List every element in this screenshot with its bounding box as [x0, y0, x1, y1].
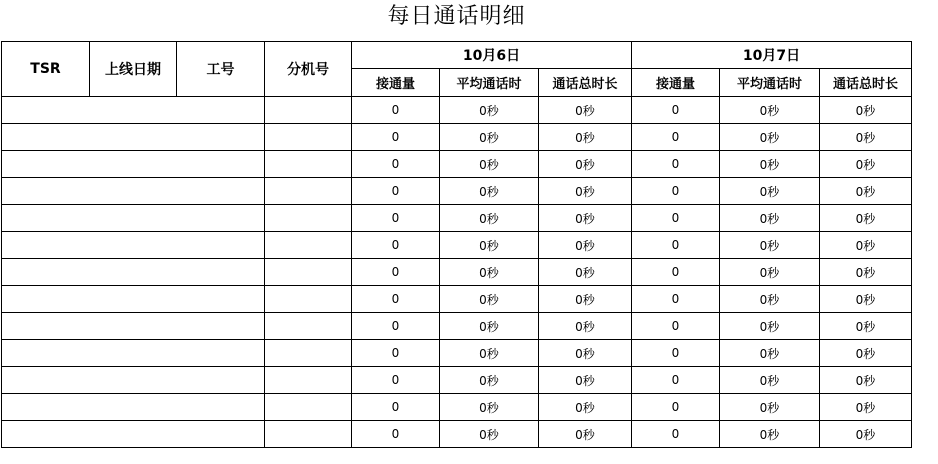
table-row: [2, 178, 912, 205]
col-header-day1: 10月6日: [352, 42, 632, 69]
cell-employee-id: [177, 232, 265, 259]
sub-header-avg-duration: 平均通话时: [720, 69, 820, 97]
cell-employee-id: [177, 286, 265, 313]
cell-avg-duration: 0秒: [440, 97, 539, 124]
cell-total-duration: 0秒: [539, 205, 632, 232]
table-row: [2, 421, 912, 448]
cell-connected: 0: [632, 367, 720, 394]
cell-avg-duration: 0秒: [720, 313, 820, 340]
cell-total-duration: 0秒: [539, 232, 632, 259]
cell-online-date: [90, 259, 177, 286]
cell-extension: [265, 394, 352, 421]
cell-avg-duration: 0秒: [720, 340, 820, 367]
cell-total-duration: 0秒: [820, 151, 912, 178]
cell-employee-id: [177, 421, 265, 448]
cell-tsr: [2, 97, 90, 124]
cell-tsr: [2, 205, 90, 232]
cell-connected: 0: [632, 205, 720, 232]
table-row: [2, 313, 912, 340]
cell-connected: 0: [632, 97, 720, 124]
cell-total-duration: 0秒: [820, 286, 912, 313]
table-row: [2, 340, 912, 367]
table-row: [2, 259, 912, 286]
table-row: [2, 367, 912, 394]
cell-connected: 0: [352, 313, 440, 340]
cell-avg-duration: 0秒: [720, 97, 820, 124]
cell-avg-duration: 0秒: [440, 232, 539, 259]
cell-avg-duration: 0秒: [720, 394, 820, 421]
sub-header-total-duration: 通话总时长: [820, 69, 912, 97]
col-header-employee-id: 工号: [177, 42, 265, 97]
cell-total-duration: 0秒: [539, 340, 632, 367]
cell-online-date: [90, 124, 177, 151]
cell-total-duration: 0秒: [539, 178, 632, 205]
cell-connected: 0: [352, 178, 440, 205]
header-row-1: [2, 42, 912, 69]
cell-online-date: [90, 97, 177, 124]
cell-connected: 0: [352, 232, 440, 259]
cell-connected: 0: [632, 178, 720, 205]
cell-connected: 0: [352, 124, 440, 151]
cell-avg-duration: 0秒: [720, 286, 820, 313]
cell-avg-duration: 0秒: [720, 367, 820, 394]
cell-extension: [265, 367, 352, 394]
sub-header-connected: 接通量: [352, 69, 440, 97]
cell-total-duration: 0秒: [539, 259, 632, 286]
cell-connected: 0: [632, 340, 720, 367]
cell-connected: 0: [632, 313, 720, 340]
cell-total-duration: 0秒: [539, 367, 632, 394]
cell-total-duration: 0秒: [539, 124, 632, 151]
table-row: [2, 124, 912, 151]
cell-extension: [265, 286, 352, 313]
cell-online-date: [90, 394, 177, 421]
cell-online-date: [90, 340, 177, 367]
cell-employee-id: [177, 97, 265, 124]
cell-extension: [265, 205, 352, 232]
cell-online-date: [90, 178, 177, 205]
cell-tsr: [2, 259, 90, 286]
cell-extension: [265, 340, 352, 367]
cell-extension: [265, 97, 352, 124]
cell-employee-id: [177, 394, 265, 421]
cell-tsr: [2, 178, 90, 205]
cell-online-date: [90, 421, 177, 448]
cell-online-date: [90, 205, 177, 232]
cell-online-date: [90, 313, 177, 340]
cell-extension: [265, 232, 352, 259]
cell-employee-id: [177, 313, 265, 340]
cell-connected: 0: [632, 259, 720, 286]
col-header-extension: 分机号: [265, 42, 352, 97]
cell-connected: 0: [352, 421, 440, 448]
cell-employee-id: [177, 151, 265, 178]
cell-avg-duration: 0秒: [440, 340, 539, 367]
cell-avg-duration: 0秒: [440, 124, 539, 151]
table-row: [2, 97, 912, 124]
cell-avg-duration: 0秒: [720, 124, 820, 151]
sub-header-connected: 接通量: [632, 69, 720, 97]
cell-total-duration: 0秒: [820, 178, 912, 205]
cell-total-duration: 0秒: [820, 394, 912, 421]
cell-connected: 0: [352, 151, 440, 178]
cell-extension: [265, 421, 352, 448]
cell-tsr: [2, 232, 90, 259]
cell-tsr: [2, 124, 90, 151]
cell-avg-duration: 0秒: [440, 394, 539, 421]
cell-avg-duration: 0秒: [720, 421, 820, 448]
cell-avg-duration: 0秒: [440, 421, 539, 448]
cell-avg-duration: 0秒: [720, 151, 820, 178]
cell-online-date: [90, 367, 177, 394]
cell-tsr: [2, 286, 90, 313]
cell-avg-duration: 0秒: [440, 205, 539, 232]
col-header-day2: 10月7日: [632, 42, 912, 69]
cell-extension: [265, 151, 352, 178]
cell-total-duration: 0秒: [820, 421, 912, 448]
table-body: [2, 97, 912, 448]
call-detail-table: [1, 41, 912, 448]
cell-avg-duration: 0秒: [440, 313, 539, 340]
cell-employee-id: [177, 178, 265, 205]
cell-employee-id: [177, 124, 265, 151]
table-row: [2, 205, 912, 232]
cell-extension: [265, 259, 352, 286]
cell-avg-duration: 0秒: [720, 259, 820, 286]
cell-employee-id: [177, 367, 265, 394]
cell-extension: [265, 124, 352, 151]
cell-connected: 0: [632, 421, 720, 448]
cell-tsr: [2, 313, 90, 340]
cell-connected: 0: [352, 286, 440, 313]
cell-extension: [265, 178, 352, 205]
table-row: [2, 232, 912, 259]
page-title: 每日通话明细: [387, 4, 526, 29]
cell-tsr: [2, 367, 90, 394]
cell-connected: 0: [352, 340, 440, 367]
cell-employee-id: [177, 340, 265, 367]
cell-online-date: [90, 232, 177, 259]
cell-total-duration: 0秒: [820, 124, 912, 151]
cell-avg-duration: 0秒: [720, 205, 820, 232]
cell-avg-duration: 0秒: [720, 178, 820, 205]
cell-total-duration: 0秒: [539, 421, 632, 448]
cell-total-duration: 0秒: [539, 151, 632, 178]
cell-total-duration: 0秒: [820, 232, 912, 259]
cell-connected: 0: [352, 205, 440, 232]
cell-total-duration: 0秒: [820, 259, 912, 286]
col-header-online-date: 上线日期: [90, 42, 177, 97]
cell-total-duration: 0秒: [539, 286, 632, 313]
table-row: [2, 151, 912, 178]
cell-tsr: [2, 394, 90, 421]
cell-avg-duration: 0秒: [440, 286, 539, 313]
cell-connected: 0: [352, 367, 440, 394]
cell-total-duration: 0秒: [820, 205, 912, 232]
cell-tsr: [2, 340, 90, 367]
table-row: [2, 286, 912, 313]
cell-connected: 0: [632, 232, 720, 259]
cell-avg-duration: 0秒: [440, 178, 539, 205]
cell-total-duration: 0秒: [539, 394, 632, 421]
cell-avg-duration: 0秒: [440, 367, 539, 394]
cell-employee-id: [177, 205, 265, 232]
cell-employee-id: [177, 259, 265, 286]
cell-total-duration: 0秒: [820, 340, 912, 367]
cell-total-duration: 0秒: [820, 97, 912, 124]
cell-connected: 0: [632, 124, 720, 151]
cell-total-duration: 0秒: [820, 313, 912, 340]
cell-connected: 0: [352, 97, 440, 124]
cell-connected: 0: [632, 394, 720, 421]
cell-avg-duration: 0秒: [440, 259, 539, 286]
table-row: [2, 394, 912, 421]
cell-connected: 0: [352, 259, 440, 286]
cell-total-duration: 0秒: [820, 367, 912, 394]
cell-tsr: [2, 151, 90, 178]
sub-header-avg-duration: 平均通话时: [440, 69, 539, 97]
cell-connected: 0: [352, 394, 440, 421]
cell-total-duration: 0秒: [539, 97, 632, 124]
col-header-tsr: TSR: [2, 42, 90, 97]
cell-connected: 0: [632, 286, 720, 313]
cell-connected: 0: [632, 151, 720, 178]
cell-total-duration: 0秒: [539, 313, 632, 340]
sub-header-total-duration: 通话总时长: [539, 69, 632, 97]
cell-avg-duration: 0秒: [440, 151, 539, 178]
cell-online-date: [90, 286, 177, 313]
cell-online-date: [90, 151, 177, 178]
cell-avg-duration: 0秒: [720, 232, 820, 259]
cell-extension: [265, 313, 352, 340]
cell-tsr: [2, 421, 90, 448]
